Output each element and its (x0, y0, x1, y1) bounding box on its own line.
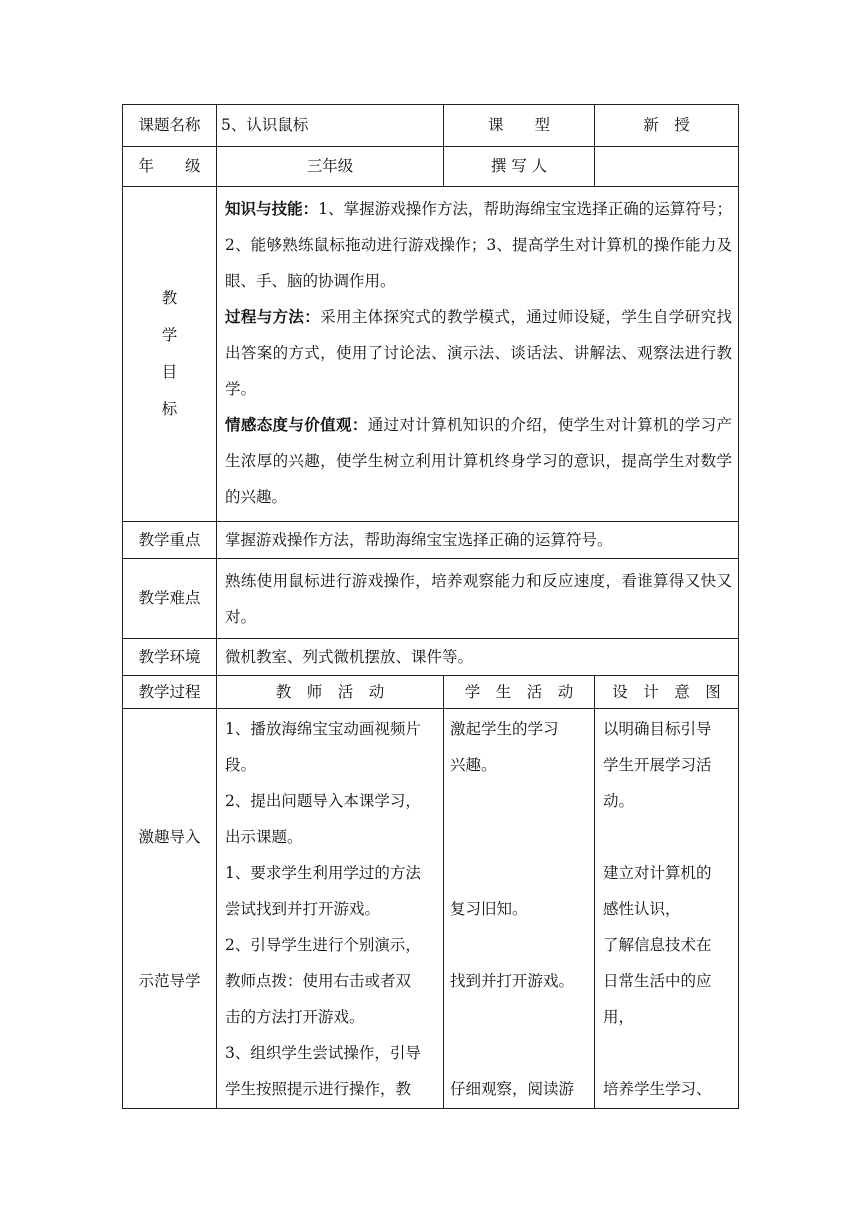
col-teacher-header: 教 师 活 动 (217, 676, 444, 709)
grade-value: 三年级 (217, 147, 444, 187)
stage-label: 示范导学 (138, 971, 201, 990)
col-design-header: 设 计 意 图 (595, 676, 739, 709)
teacher-line: 3、组织学生尝试操作，引导 (225, 1043, 421, 1062)
teacher-line: 1、要求学生利用学过的方法 (225, 863, 421, 882)
difficulty-label: 教学难点 (123, 559, 217, 639)
goal-knowledge (225, 191, 732, 299)
topic-value: 5、认识鼠标 (217, 105, 444, 147)
type-label: 课 型 (444, 105, 595, 147)
lesson-plan-table (122, 104, 739, 1109)
goal-process (225, 299, 732, 407)
teacher-line: 出示课题。 (225, 827, 303, 846)
design-line: 感性认识， (603, 899, 681, 918)
goals-label (123, 187, 217, 522)
design-line: 以明确目标引导 (603, 719, 712, 738)
student-line: 激起学生的学习 (450, 719, 559, 738)
goals-row (123, 187, 739, 522)
teacher-line: 1、播放海绵宝宝动画视频片 (225, 719, 421, 738)
design-line: 建立对计算机的 (603, 863, 712, 882)
grade-label: 年 级 (123, 147, 217, 187)
teacher-activity (217, 709, 444, 1109)
student-activity (444, 709, 595, 1109)
design-line: 学生开展学习活 (603, 755, 712, 774)
author-value (595, 147, 739, 187)
teacher-line: 段。 (225, 755, 257, 774)
environment-text: 微机教室、列式微机摆放、课件等。 (217, 639, 739, 676)
process-header-row (123, 676, 739, 709)
grade-row (123, 147, 739, 187)
teacher-line: 尝试找到并打开游戏。 (225, 899, 381, 918)
student-line: 找到并打开游戏。 (450, 971, 575, 990)
teacher-line: 2、提出问题导入本课学习， (225, 791, 421, 810)
design-line: 用， (603, 1007, 635, 1026)
environment-label: 教学环境 (123, 639, 217, 676)
design-line: 培养学生学习、 (603, 1079, 712, 1098)
stage-label: 激趣导入 (138, 827, 201, 846)
design-line: 日常生活中的应 (603, 971, 712, 990)
goal-title: 过程与方法： (225, 307, 321, 326)
goals-content (217, 187, 739, 522)
goal-title: 知识与技能： (225, 199, 319, 218)
topic-row (123, 105, 739, 147)
teacher-line: 教师点拨：使用右击或者双 (225, 971, 412, 990)
student-line: 复习旧知。 (450, 899, 528, 918)
key-point-label: 教学重点 (123, 522, 217, 559)
goal-title: 情感态度与价值观： (225, 415, 368, 434)
goals-label-char: 教 (161, 289, 178, 307)
stage-column (123, 709, 217, 1109)
teacher-line: 2、引导学生进行个别演示， (225, 935, 421, 954)
type-value: 新 授 (595, 105, 739, 147)
teacher-line: 学生按照提示进行操作，教 (225, 1079, 412, 1098)
design-intent (595, 709, 739, 1109)
difficulty-cell (217, 559, 739, 639)
goal-emotion (225, 407, 732, 515)
key-point-text: 掌握游戏操作方法，帮助海绵宝宝选择正确的运算符号。 (217, 522, 739, 559)
col-student-header: 学 生 活 动 (444, 676, 595, 709)
teacher-line: 击的方法打开游戏。 (225, 1007, 365, 1026)
goal-text: 1、掌握游戏操作方法，帮助海绵宝宝选择正确的运算符号；2、能够熟练鼠标拖动进行游戏操作；3、提高学生对计算机的操作能力及眼、手、脑的协调作用。 (225, 200, 732, 290)
goal-text: 采用主体探究式的教学模式，通过师设疑，学生自学研究找出答案的方式，使用了讨论法、演示法、谈话法、讲解法、观察法进行教学。 (225, 308, 732, 398)
student-line: 仔细观察，阅读游 (450, 1079, 575, 1098)
goals-label-char: 学 (161, 326, 178, 344)
environment-row (123, 639, 739, 676)
student-line: 兴趣。 (450, 755, 497, 774)
design-line: 了解信息技术在 (603, 935, 712, 954)
key-point-row (123, 522, 739, 559)
goal-text: 通过对计算机知识的介绍，使学生对计算机的学习产生浓厚的兴趣，使学生树立利用计算机终身学习的意识，提高学生对数学的兴趣。 (225, 416, 732, 506)
process-row (123, 709, 739, 1109)
goals-label-char: 目 (161, 363, 178, 381)
goals-label-char: 标 (161, 400, 178, 418)
design-line: 动。 (603, 791, 635, 810)
author-label: 撰 写 人 (444, 147, 595, 187)
topic-label: 课题名称 (123, 105, 217, 147)
difficulty-text: 熟练使用鼠标进行游戏操作，培养观察能力和反应速度，看谁算得又快又对。 (225, 571, 732, 626)
difficulty-row (123, 559, 739, 639)
process-label: 教学过程 (123, 676, 217, 709)
